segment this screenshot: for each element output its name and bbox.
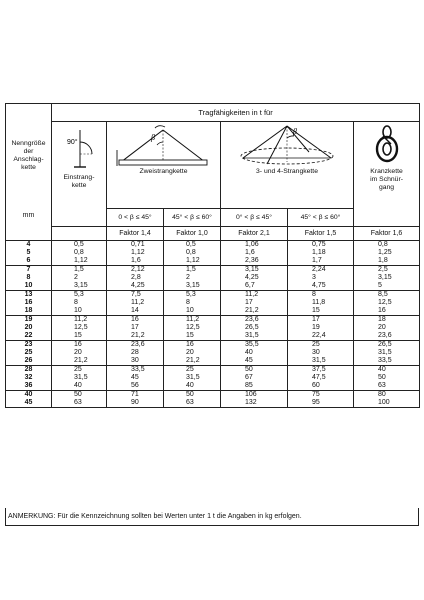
- capacity-cell: [354, 316, 420, 341]
- size-value: 40: [24, 391, 33, 398]
- factor-single: [52, 227, 107, 241]
- capacity-value: 2,12: [131, 266, 145, 273]
- two-leg-diagram: [107, 122, 221, 168]
- capacity-cell: [107, 291, 164, 316]
- capacity-value: 1,06: [245, 241, 259, 248]
- capacity-value: 10: [74, 307, 82, 314]
- size-value: 32: [24, 374, 33, 381]
- capacity-cell: [52, 391, 107, 408]
- capacity-value: 0,5: [74, 241, 84, 248]
- capacity-cell: [288, 316, 354, 341]
- capacity-value: 8,5: [378, 291, 388, 298]
- factor-wreath: Faktor 1,6: [354, 227, 420, 241]
- capacity-cell: [107, 366, 164, 391]
- capacity-value: 18: [378, 316, 386, 323]
- size-value: 26: [24, 357, 33, 364]
- capacity-value: 31,5: [74, 374, 88, 381]
- capacity-cell: [354, 366, 420, 391]
- capacity-value: 85: [245, 382, 253, 389]
- size-value: 10: [24, 282, 33, 289]
- capacity-value: 35,5: [245, 341, 259, 348]
- capacity-cell: [164, 241, 221, 266]
- capacity-value: 63: [378, 382, 386, 389]
- capacity-value: 56: [131, 382, 139, 389]
- capacity-value: 22,4: [312, 332, 326, 339]
- capacity-value: 17: [245, 299, 253, 306]
- capacity-value: 1,5: [74, 266, 84, 273]
- capacity-value: 3,15: [74, 282, 88, 289]
- capacity-cell: [221, 391, 288, 408]
- multi-leg-figure: [221, 122, 354, 209]
- capacity-value: 50: [378, 374, 386, 381]
- size-value: 6: [26, 257, 31, 264]
- capacity-value: 0,71: [131, 241, 145, 248]
- capacity-value: 60: [312, 382, 320, 389]
- capacity-value: 2,8: [131, 274, 141, 281]
- capacity-value: 5,3: [74, 291, 84, 298]
- table-row-group: [6, 341, 420, 366]
- capacity-table-frame: [5, 103, 419, 508]
- capacity-value: 15: [186, 332, 194, 339]
- capacity-cell: [354, 341, 420, 366]
- capacity-value: 17: [131, 324, 139, 331]
- table-row-group: [6, 291, 420, 316]
- capacity-value: 2,24: [312, 266, 326, 273]
- capacity-value: 25: [186, 366, 194, 373]
- nominal-size-cell: [6, 266, 52, 291]
- capacity-cell: [164, 266, 221, 291]
- nominal-size-cell: [6, 341, 52, 366]
- capacity-value: 1,6: [245, 249, 255, 256]
- wreath-chain-figure: Kranzkette im Schnür- gang: [354, 122, 420, 227]
- capacity-value: 37,5: [312, 366, 326, 373]
- size-value: 5: [26, 249, 31, 256]
- size-value: 25: [24, 349, 33, 356]
- capacity-cell: [221, 266, 288, 291]
- capacity-value: 1,12: [131, 249, 145, 256]
- capacity-value: 28: [131, 349, 139, 356]
- size-value: 36: [24, 382, 33, 389]
- capacity-value: 75: [312, 391, 320, 398]
- capacity-cell: [107, 241, 164, 266]
- size-value: 19: [24, 316, 33, 323]
- capacity-cell: [221, 341, 288, 366]
- wreath-chain-diagram: [354, 122, 420, 164]
- angle-range-three-a: 0° < β ≤ 45°: [221, 209, 288, 227]
- capacity-cell: [354, 391, 420, 408]
- capacity-value: 15: [312, 307, 320, 314]
- capacity-value: 23,6: [378, 332, 392, 339]
- nominal-size-cell: [6, 241, 52, 266]
- capacity-value: 20: [74, 349, 82, 356]
- size-value: 16: [24, 299, 33, 306]
- factor-three-a: Faktor 2,1: [221, 227, 288, 241]
- capacity-value: 50: [186, 391, 194, 398]
- capacity-value: 95: [312, 399, 320, 406]
- capacity-value: 20: [186, 349, 194, 356]
- factor-three-b: Faktor 1,5: [288, 227, 354, 241]
- size-value: 18: [24, 307, 33, 314]
- capacity-value: 1,8: [378, 257, 388, 264]
- capacity-value: 1,5: [186, 266, 196, 273]
- capacity-value: 12,5: [378, 299, 392, 306]
- table-row-group: [6, 366, 420, 391]
- capacity-cell: [288, 266, 354, 291]
- capacity-cell: [354, 241, 420, 266]
- capacity-value: 3,15: [186, 282, 200, 289]
- capacity-value: 0,8: [74, 249, 84, 256]
- capacity-value: 3,15: [245, 266, 259, 273]
- capacity-value: 1,18: [312, 249, 326, 256]
- capacity-value: 31,5: [186, 374, 200, 381]
- capacity-value: 11,8: [312, 299, 326, 306]
- capacity-value: 0,8: [186, 249, 196, 256]
- capacity-cell: [107, 266, 164, 291]
- capacity-value: 21,2: [74, 357, 88, 364]
- multi-leg-caption: 3- und 4-Strangkette: [256, 168, 318, 175]
- capacity-cell: [107, 391, 164, 408]
- capacity-value: 31,5: [378, 349, 392, 356]
- factor-two-a: Faktor 1,4: [107, 227, 164, 241]
- capacity-value: 23,6: [245, 316, 259, 323]
- capacity-value: 0,5: [186, 241, 196, 248]
- angle-label: 90°: [67, 139, 78, 146]
- capacity-cell: [221, 241, 288, 266]
- size-value: 45: [24, 399, 33, 406]
- size-value: 22: [24, 332, 33, 339]
- capacity-cell: [354, 291, 420, 316]
- table-row-group: [6, 316, 420, 341]
- capacity-value: 67: [245, 374, 253, 381]
- capacity-value: 16: [74, 341, 82, 348]
- capacity-value: 33,5: [378, 357, 392, 364]
- size-value: 4: [26, 241, 31, 248]
- single-leg-figure: 90° Einstrang- kette: [52, 122, 107, 227]
- capacity-value: 26,5: [378, 341, 392, 348]
- capacity-cell: [288, 391, 354, 408]
- capacity-value: 19: [312, 324, 320, 331]
- capacity-value: 0,75: [312, 241, 326, 248]
- capacity-cell: [221, 366, 288, 391]
- two-leg-figure: [107, 122, 221, 209]
- capacity-value: 50: [245, 366, 253, 373]
- capacity-cell: [52, 291, 107, 316]
- capacity-value: 40: [186, 382, 194, 389]
- capacity-value: 6,7: [245, 282, 255, 289]
- table-title: Tragfähigkeiten in t für: [52, 104, 420, 122]
- beta-label-multi: β: [293, 127, 297, 136]
- capacity-value: 8: [74, 299, 78, 306]
- capacity-value: 5: [378, 282, 382, 289]
- capacity-value: 4,25: [245, 274, 259, 281]
- capacity-value: 47,5: [312, 374, 326, 381]
- angle-range-two-b: 45° < β ≤ 60°: [164, 209, 221, 227]
- capacity-value: 2,36: [245, 257, 259, 264]
- capacity-cell: [164, 391, 221, 408]
- size-value: 20: [24, 324, 33, 331]
- capacity-table: [5, 103, 420, 408]
- capacity-value: 30: [131, 357, 139, 364]
- capacity-value: 8: [312, 291, 316, 298]
- capacity-cell: [354, 266, 420, 291]
- table-row-group: [6, 266, 420, 291]
- capacity-value: 33,5: [131, 366, 145, 373]
- capacity-value: 40: [245, 349, 253, 356]
- capacity-value: 12,5: [186, 324, 200, 331]
- capacity-cell: [52, 241, 107, 266]
- capacity-cell: [107, 341, 164, 366]
- capacity-value: 63: [74, 399, 82, 406]
- multi-leg-diagram: [221, 122, 353, 168]
- capacity-cell: [288, 341, 354, 366]
- capacity-value: 4,75: [312, 282, 326, 289]
- angle-range-two-a: 0 < β ≤ 45°: [107, 209, 164, 227]
- capacity-cell: [288, 366, 354, 391]
- unit-label: mm: [22, 212, 35, 219]
- capacity-value: 106: [245, 391, 257, 398]
- capacity-value: 5,3: [186, 291, 196, 298]
- capacity-value: 8: [186, 299, 190, 306]
- capacity-value: 40: [378, 366, 386, 373]
- capacity-value: 31,5: [312, 357, 326, 364]
- capacity-value: 21,2: [245, 307, 259, 314]
- capacity-value: 26,5: [245, 324, 259, 331]
- two-leg-caption: Zweistrangkette: [139, 168, 188, 175]
- capacity-cell: [221, 316, 288, 341]
- capacity-value: 20: [378, 324, 386, 331]
- capacity-cell: [221, 291, 288, 316]
- capacity-value: 21,2: [131, 332, 145, 339]
- capacity-value: 15: [74, 332, 82, 339]
- size-value: 28: [24, 366, 33, 373]
- nominal-size-header: Nenngröße der Anschlag- kette mm: [6, 104, 52, 241]
- capacity-value: 40: [74, 382, 82, 389]
- capacity-value: 1,12: [74, 257, 88, 264]
- capacity-cell: [52, 341, 107, 366]
- capacity-cell: [164, 341, 221, 366]
- capacity-cell: [52, 316, 107, 341]
- capacity-cell: [164, 291, 221, 316]
- note-text: ANMERKUNG: Für die Kennzeichnung sollten bei Werten unter 1 t die Angaben in kg erfolgen.: [5, 508, 419, 526]
- angle-range-three-b: 45° < β ≤ 60°: [288, 209, 354, 227]
- capacity-value: 90: [131, 399, 139, 406]
- capacity-value: 132: [245, 399, 257, 406]
- table-row-group: [6, 391, 420, 408]
- size-value: 8: [26, 274, 31, 281]
- capacity-value: 14: [131, 307, 139, 314]
- capacity-value: 1,6: [131, 257, 141, 264]
- capacity-value: 2: [186, 274, 190, 281]
- size-value: 13: [24, 291, 33, 298]
- beta-label-two: β: [151, 133, 155, 142]
- capacity-value: 45: [131, 374, 139, 381]
- size-value: 23: [24, 341, 33, 348]
- nominal-size-cell: [6, 391, 52, 408]
- capacity-value: 21,2: [186, 357, 200, 364]
- capacity-cell: [164, 316, 221, 341]
- capacity-value: 2: [74, 274, 78, 281]
- capacity-value: 30: [312, 349, 320, 356]
- capacity-value: 7,5: [131, 291, 141, 298]
- capacity-value: 1,7: [312, 257, 322, 264]
- capacity-cell: [164, 366, 221, 391]
- size-value: 7: [26, 266, 31, 273]
- capacity-value: 25: [312, 341, 320, 348]
- capacity-value: 2,5: [378, 266, 388, 273]
- capacity-value: 1,12: [186, 257, 200, 264]
- capacity-value: 3,15: [378, 274, 392, 281]
- capacity-value: 11,2: [186, 316, 200, 323]
- capacity-value: 23,6: [131, 341, 145, 348]
- capacity-value: 71: [131, 391, 139, 398]
- capacity-value: 63: [186, 399, 194, 406]
- capacity-cell: [288, 241, 354, 266]
- capacity-value: 80: [378, 391, 386, 398]
- capacity-value: 1,25: [378, 249, 392, 256]
- capacity-value: 50: [74, 391, 82, 398]
- table-row-group: [6, 241, 420, 266]
- capacity-value: 16: [131, 316, 139, 323]
- factor-two-b: Faktor 1,0: [164, 227, 221, 241]
- capacity-value: 31,5: [245, 332, 259, 339]
- capacity-cell: [52, 266, 107, 291]
- capacity-cell: [52, 366, 107, 391]
- capacity-cell: [288, 291, 354, 316]
- capacity-value: 0,8: [378, 241, 388, 248]
- capacity-value: 12,5: [74, 324, 88, 331]
- capacity-value: 25: [74, 366, 82, 373]
- capacity-value: 16: [378, 307, 386, 314]
- capacity-value: 16: [186, 341, 194, 348]
- capacity-cell: [107, 316, 164, 341]
- capacity-value: 100: [378, 399, 390, 406]
- capacity-value: 10: [186, 307, 194, 314]
- capacity-value: 3: [312, 274, 316, 281]
- capacity-value: 11,2: [74, 316, 88, 323]
- capacity-value: 17: [312, 316, 320, 323]
- capacity-value: 11,2: [131, 299, 145, 306]
- nominal-size-cell: [6, 291, 52, 316]
- capacity-value: 4,25: [131, 282, 145, 289]
- single-leg-diagram: [52, 122, 107, 170]
- capacity-value: 11,2: [245, 291, 259, 298]
- nominal-size-cell: [6, 316, 52, 341]
- capacity-value: 45: [245, 357, 253, 364]
- nominal-size-cell: [6, 366, 52, 391]
